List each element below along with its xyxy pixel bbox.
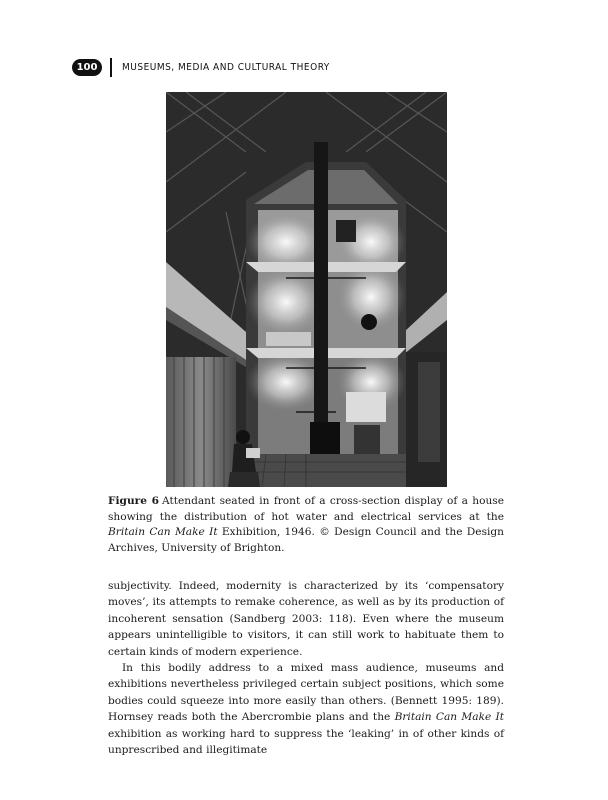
paragraph-2-exhibition-title: Britain Can Make It bbox=[394, 711, 504, 724]
page-number: 100 bbox=[72, 59, 102, 76]
body-text bbox=[108, 578, 504, 758]
paragraph-2 bbox=[108, 660, 504, 758]
figure-photo bbox=[166, 92, 447, 487]
caption-text-end: Exhibition, 1946. © Design Council and the Design Archives, University of Brighton. bbox=[108, 526, 504, 554]
running-title: MUSEUMS, MEDIA AND CULTURAL THEORY bbox=[122, 61, 330, 73]
caption-exhibition-title: Britain Can Make It bbox=[108, 526, 218, 538]
figure-label: Figure 6 bbox=[108, 495, 160, 507]
header-divider bbox=[110, 58, 112, 77]
caption-text-start: Attendant seated in front of a cross-section display of a house showing the distribution of hot water and electrical services at the bbox=[108, 495, 504, 523]
paragraph-1: subjectivity. Indeed, modernity is characterized by its ‘compensatory moves’, its attempts to remake coherence, as well as by its production of incoherent sensation (Sandberg 2003: 118). Even where the museum appears unintelligible to visitors, it can still work to habituate them to certain kinds of modern experience. bbox=[108, 580, 504, 658]
running-header bbox=[72, 56, 330, 78]
paragraph-2-start: In this bodily address to a mixed mass audience, museums and exhibitions nevertheless privileged certain subject positions, which some bodies could squeeze into more easily than others. (Bennett 1995: 189). Hornsey reads both the Abercrombie plans and the bbox=[108, 662, 504, 724]
figure-caption bbox=[108, 494, 504, 556]
paragraph-2-end: exhibition as working hard to suppress the ‘leaking’ in of other kinds of unprescribed and illegitimate bbox=[108, 727, 504, 757]
